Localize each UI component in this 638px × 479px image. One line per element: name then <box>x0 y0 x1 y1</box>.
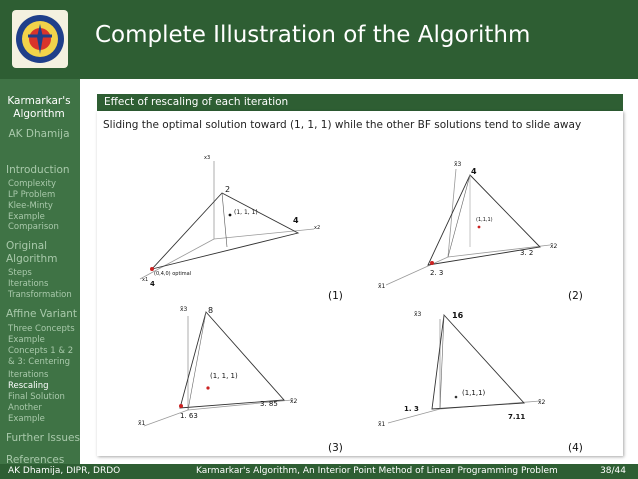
figure-1 <box>134 153 330 298</box>
vertex-label-bottom: 1. 3 <box>404 405 419 413</box>
sidebar-item-iterations[interactable]: Iterations <box>8 279 49 289</box>
figure-4-caption: (4) <box>568 442 583 454</box>
sidebar-section-further-issues[interactable]: Further Issues <box>6 432 80 444</box>
axis-label-x1-tilde: x̃1 <box>378 421 386 428</box>
sidebar-item-klee-minty[interactable]: Klee-Minty Example <box>8 201 53 222</box>
axis-label-x3-tilde: x̃3 <box>414 311 422 318</box>
vertex-label-bottom: 1. 63 <box>180 412 198 420</box>
center-point-label: (1,1,1) <box>476 217 493 223</box>
figure-2-caption: (2) <box>568 290 583 302</box>
vertex-label-bottom: 2. 3 <box>430 269 444 277</box>
vertex-label-right: 3. 85 <box>260 400 278 408</box>
sidebar-item-three-concepts[interactable]: Three Concepts Example <box>8 324 75 345</box>
sidebar-section-affine-variant[interactable]: Affine Variant <box>6 308 78 320</box>
sidebar-item-another-example[interactable]: Another Example <box>8 403 45 424</box>
sidebar-item-complexity[interactable]: Complexity <box>8 179 57 189</box>
sidebar-item-steps[interactable]: Steps <box>8 268 32 278</box>
axis-label-x2-tilde: x̃2 <box>550 243 558 250</box>
axis-label-x2: x2 <box>314 225 321 231</box>
axis-label-x1-tilde: x̃1 <box>378 283 386 290</box>
vertex-label-top: 2 <box>225 185 231 194</box>
figure-4 <box>374 305 568 445</box>
block-text: Sliding the optimal solution toward (1, 1, 1) while the other BF solutions tend to slide away <box>103 119 582 131</box>
sidebar-section-references[interactable]: References <box>6 454 65 464</box>
axis-label-x3-tilde: x̃3 <box>454 161 462 168</box>
sidebar-item-concepts-centering[interactable]: Concepts 1 & 2 & 3: Centering <box>8 346 74 367</box>
sidebar-item-rescaling[interactable]: Rescaling <box>8 381 49 391</box>
footer-page-number: 38/44 <box>600 466 626 476</box>
axis-label-x1-tilde: x̃1 <box>138 420 146 427</box>
sidebar-navigation <box>0 79 80 464</box>
organization-logo <box>12 10 68 68</box>
figure-3 <box>134 302 330 450</box>
vertex-label-right: 4 <box>293 216 299 225</box>
sidebar-section-introduction[interactable]: Introduction <box>6 164 70 176</box>
sidebar-section-original-algorithm[interactable]: Original Algorithm <box>6 240 58 265</box>
optimal-point-label: (0,4,0) optimal <box>154 271 192 277</box>
footer-author: AK Dhamija, DIPR, DRDO <box>8 466 121 476</box>
axis-label-x3: x3 <box>204 155 211 161</box>
vertex-label-top: 16 <box>452 311 464 320</box>
sidebar-item-final-solution[interactable]: Final Solution <box>8 392 65 402</box>
figure-2 <box>372 157 568 297</box>
vertex-label-top: 8 <box>208 306 214 315</box>
center-point-label: (1, 1, 1) <box>234 209 258 216</box>
block-title: Effect of rescaling of each iteration <box>97 94 623 111</box>
center-point-label: (1, 1, 1) <box>210 372 238 380</box>
sidebar-author[interactable]: AK Dhamija <box>8 128 70 140</box>
axis-label-x1: x1 <box>142 277 149 283</box>
axis-label-x2-tilde: x̃2 <box>538 399 546 406</box>
slide-footer <box>0 464 638 479</box>
vertex-label-bottom: 4 <box>150 280 155 288</box>
figure-3-caption: (3) <box>328 442 343 454</box>
axis-label-x2-tilde: x̃2 <box>290 398 298 405</box>
footer-title: Karmarkar's Algorithm, An Interior Point Method of Linear Programming Problem <box>196 466 558 476</box>
center-point-label: (1,1,1) <box>462 389 486 397</box>
figure-1-caption: (1) <box>328 290 343 302</box>
sidebar-item-comparison[interactable]: Comparison <box>8 222 59 232</box>
slide-title: Complete Illustration of the Algorithm <box>95 22 531 48</box>
sidebar-item-transformation[interactable]: Transformation <box>8 290 72 300</box>
vertex-label-right: 3. 2 <box>520 249 534 257</box>
sidebar-deck-title[interactable]: Karmarkar's Algorithm <box>7 95 71 120</box>
vertex-label-top: 4 <box>471 167 477 176</box>
sidebar-item-lp-problem[interactable]: LP Problem <box>8 190 56 200</box>
slide-header <box>0 0 638 79</box>
axis-label-x3-tilde: x̃3 <box>180 306 188 313</box>
vertex-label-right: 7.11 <box>508 413 526 421</box>
sidebar-item-iterations-affine[interactable]: Iterations <box>8 370 49 380</box>
